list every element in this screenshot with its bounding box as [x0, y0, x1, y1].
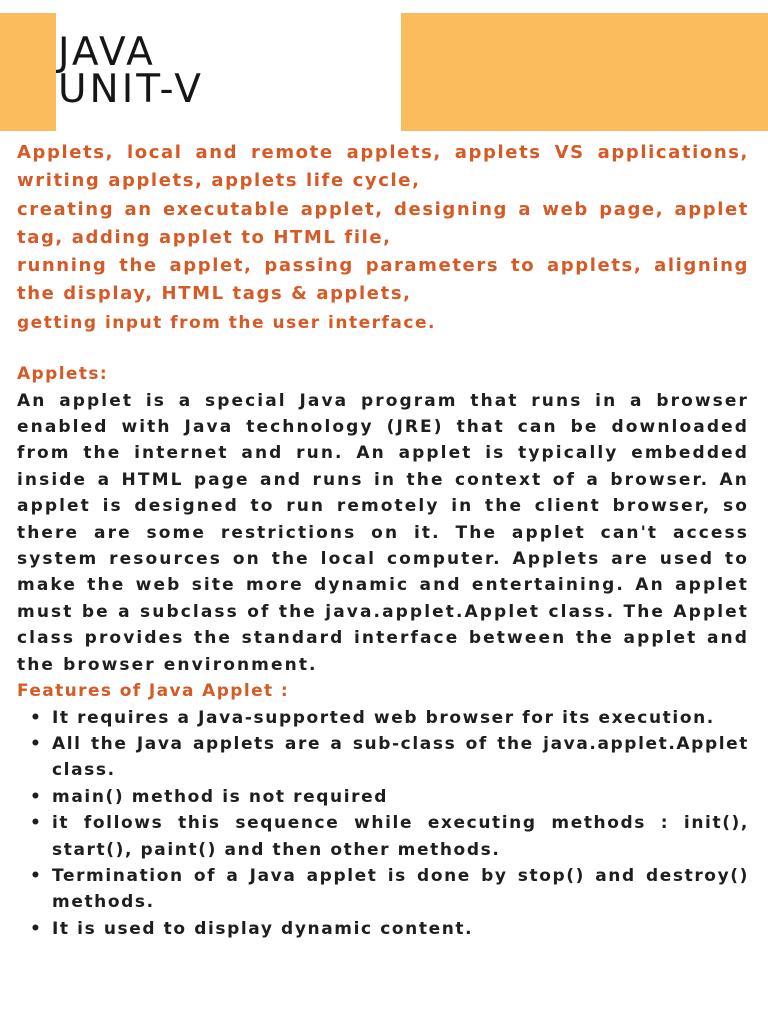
topics-line-2: creating an executable applet, designing a web page, applet tag, adding applet to HTML file, — [17, 198, 749, 248]
features-heading: Features of Java Applet : — [17, 681, 290, 702]
list-item — [52, 705, 749, 731]
applets-paragraph: An applet is a special Java program that runs in a browser enabled with Java technology (JRE) that can be downloaded from the internet and run. An applet is typically embedded inside a HTML page and runs in the context of a browser. An applet is designed to run remotely in the client browser, so there are some restrictions on it. The applet can't access system resources on the local computer. Applets are used to make the web site more dynamic and entertaining. An applet must be a subclass of the java.applet.Applet class. The Applet class provides the standard interface between the applet and the browser environment. — [17, 390, 749, 675]
feature-text: All the Java applets are a sub-class of the java.applet.Applet class. — [52, 733, 749, 781]
bullet-icon — [30, 784, 41, 810]
topics-line-3: running the applet, passing parameters to applets, aligning the display, HTML tags & applets, — [17, 255, 749, 305]
list-item — [52, 863, 749, 916]
bullet-icon — [30, 916, 41, 942]
bullet-icon — [30, 731, 41, 757]
bullet-icon — [30, 810, 41, 836]
title-line-2: UNIT-V — [58, 67, 204, 112]
list-item — [52, 916, 749, 942]
topics-summary — [17, 139, 749, 337]
title-line-1: JAVA — [58, 30, 156, 75]
list-item — [52, 810, 749, 863]
topics-line-4: getting input from the user interface. — [17, 312, 436, 333]
feature-text: It requires a Java-supported web browser for its execution. — [52, 707, 715, 728]
header-accent-block-right — [401, 13, 768, 131]
feature-text: Termination of a Java applet is done by stop() and destroy() methods. — [52, 865, 749, 913]
bullet-icon — [30, 705, 41, 731]
header-accent-block-left — [0, 13, 56, 131]
topics-line-1: Applets, local and remote applets, applets VS applications, writing applets, applets life cycle, — [17, 142, 749, 192]
list-item — [52, 784, 749, 810]
features-list — [17, 705, 749, 943]
bullet-icon — [30, 863, 41, 889]
feature-text: It is used to display dynamic content. — [52, 918, 474, 939]
document-body — [17, 139, 749, 942]
list-item — [52, 731, 749, 784]
applets-heading: Applets: — [17, 364, 109, 385]
page-title — [58, 30, 204, 112]
feature-text: it follows this sequence while executing methods : init(), start(), paint() and then other methods. — [52, 813, 749, 860]
feature-text: main() method is not required — [52, 786, 388, 807]
